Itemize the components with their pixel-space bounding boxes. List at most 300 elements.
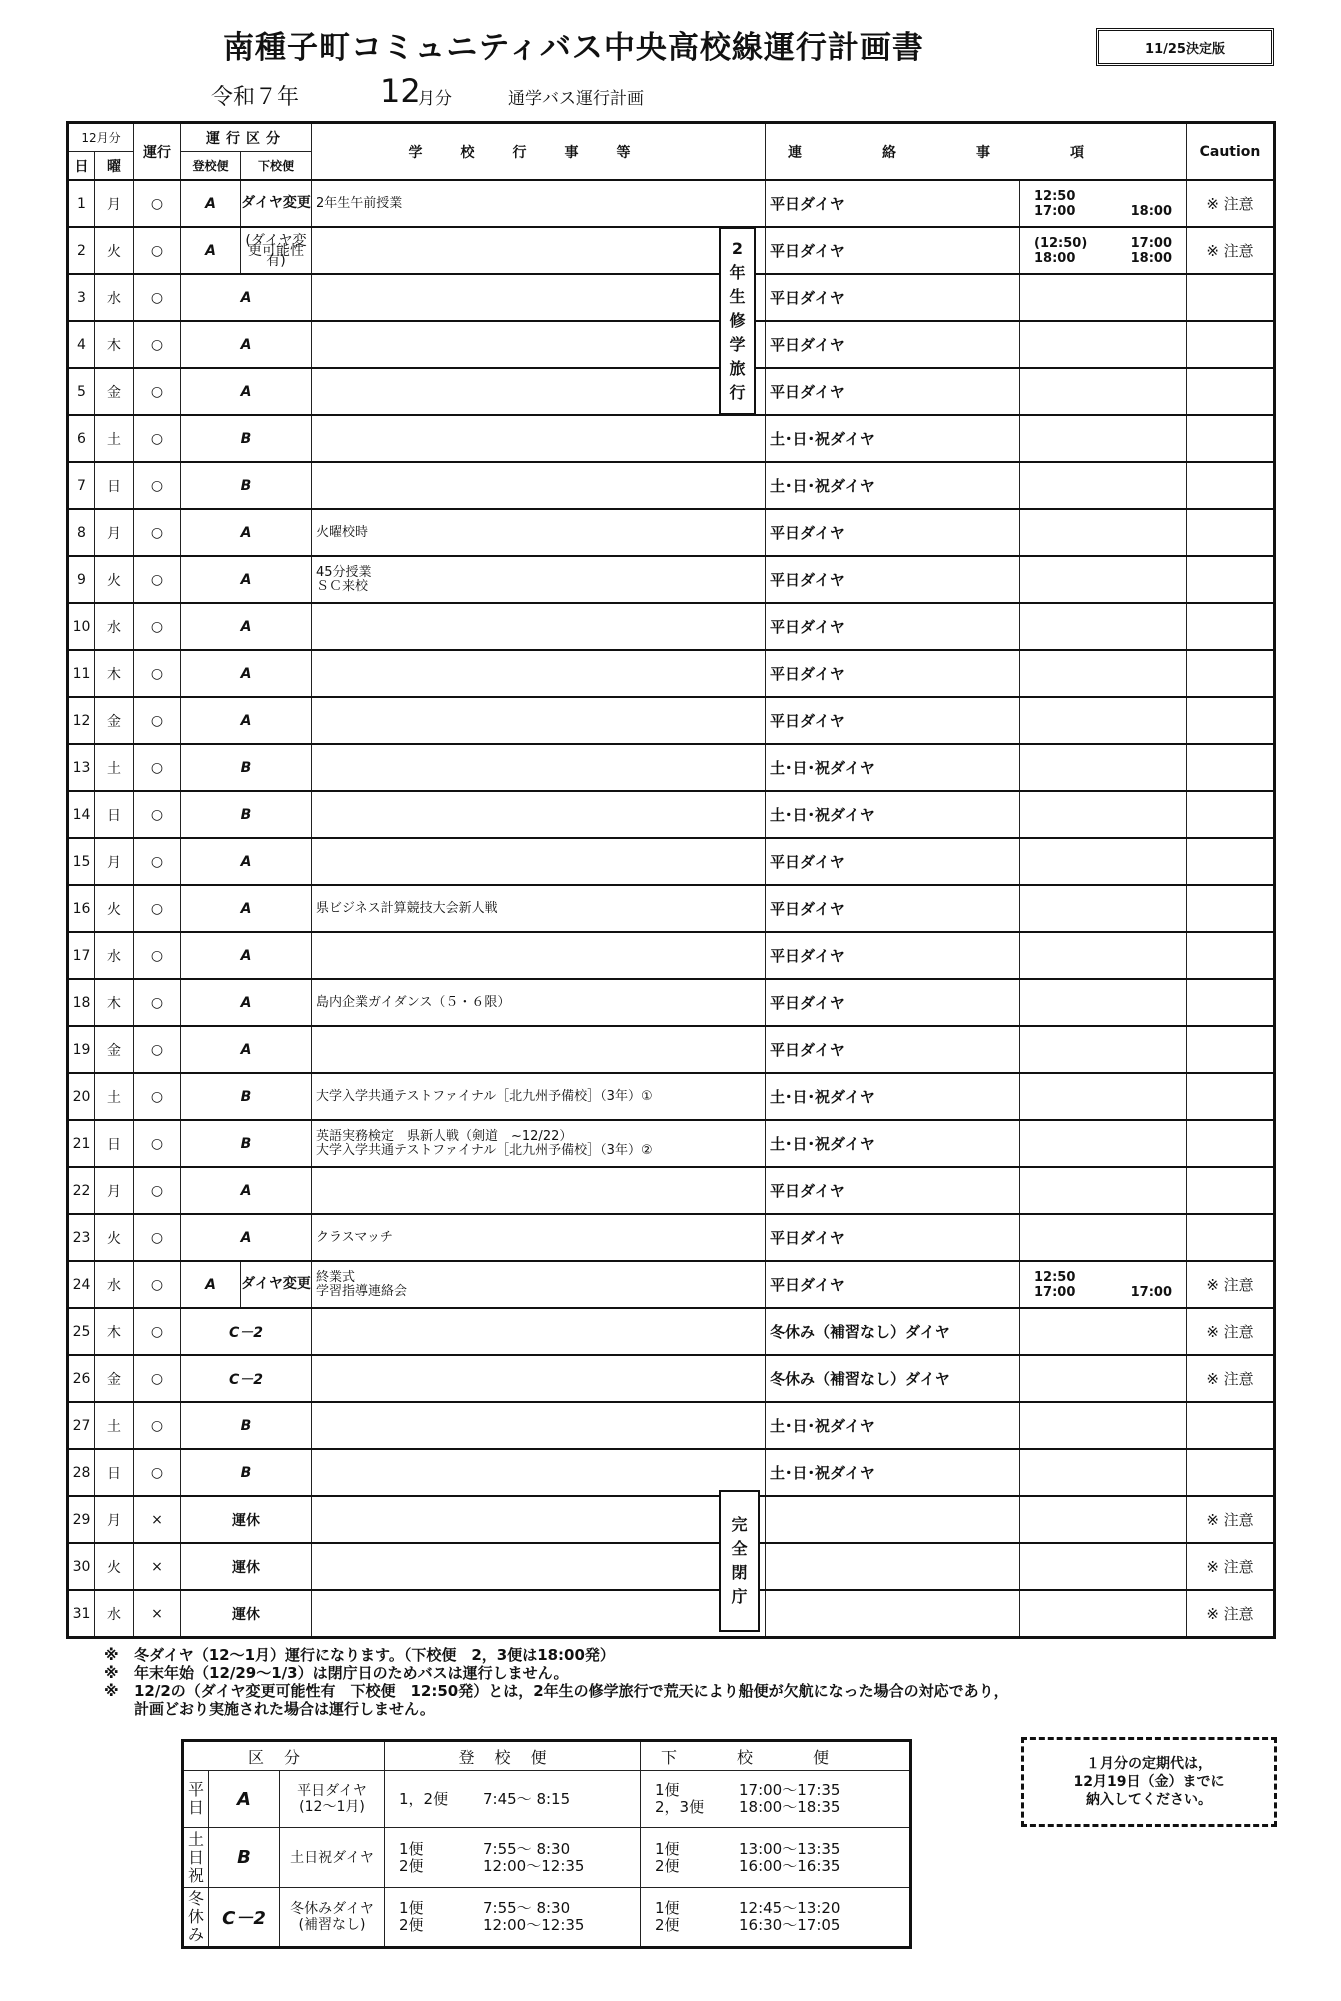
operation-category: A [181, 556, 312, 603]
caution-note [1187, 791, 1275, 838]
side-label-char: 行 [729, 383, 746, 402]
day-number: 14 [68, 791, 95, 838]
notice-times [1020, 462, 1187, 509]
legend-group [183, 1828, 209, 1888]
operation-category: A [181, 603, 312, 650]
day-number: 26 [68, 1355, 95, 1402]
caution-note [1187, 368, 1275, 415]
school-event-line: 島内企業ガイダンス（５・６限） [316, 994, 511, 1010]
legend-run: 2便 [399, 1856, 424, 1875]
time-line [1034, 1270, 1172, 1285]
legend-run: 1便 [655, 1839, 680, 1858]
document-title: 南種子町コミュニティバス中央高校線運行計画書 [223, 30, 924, 66]
day-number: 5 [68, 368, 95, 415]
notice-diagram: 土･日･祝ダイヤ [766, 1120, 1020, 1167]
operation-mark: ○ [134, 838, 181, 885]
weekday: 水 [95, 1590, 134, 1638]
school-event [312, 603, 766, 650]
caution-note [1187, 697, 1275, 744]
time-line [1034, 236, 1172, 251]
header-caution: Caution [1187, 123, 1275, 181]
caution-note [1187, 1026, 1275, 1073]
caution-note: ※ 注意 [1187, 1496, 1275, 1543]
caution-note [1187, 274, 1275, 321]
caution-note [1187, 932, 1275, 979]
operation-mark: ○ [134, 1073, 181, 1120]
operation-category: A [181, 1026, 312, 1073]
notice-times [1020, 1120, 1187, 1167]
legend-code: A [209, 1771, 280, 1828]
legend-group-char: 冬 [187, 1889, 204, 1908]
caution-note: ※ 注意 [1187, 1308, 1275, 1355]
school-event [312, 1261, 766, 1308]
operation-mark: ○ [134, 1026, 181, 1073]
legend-group-char: 祝 [187, 1865, 204, 1885]
table-row [68, 697, 1275, 744]
day-number: 20 [68, 1073, 95, 1120]
weekday: 土 [95, 1402, 134, 1449]
school-event [312, 556, 766, 603]
legend-diagram-title: 平日ダイヤ [297, 1783, 367, 1799]
table-row [68, 1073, 1275, 1120]
operation-category: A [181, 1167, 312, 1214]
legend-time: 7:45～ 8:15 [483, 1789, 571, 1808]
legend-run: 1便 [655, 1781, 680, 1799]
operation-mark: ○ [134, 932, 181, 979]
subtitle-month-number: 12 [380, 72, 421, 110]
legend-time-line [655, 1841, 909, 1858]
table-row [68, 1496, 1275, 1543]
notice-times [1020, 556, 1187, 603]
notice-diagram [766, 1543, 1020, 1590]
legend-diagram-name [280, 1888, 385, 1948]
weekday: 月 [95, 509, 134, 556]
time-value: 17:00 [1034, 1284, 1076, 1300]
operation-category: B [181, 791, 312, 838]
legend-group-char: 平 [187, 1780, 204, 1799]
time-value: 17:00 [1130, 1284, 1172, 1300]
weekday: 土 [95, 744, 134, 791]
from-school-category: ダイヤ変更 [241, 180, 312, 227]
operation-category: A [181, 932, 312, 979]
table-row [68, 462, 1275, 509]
table-row [68, 744, 1275, 791]
day-number: 11 [68, 650, 95, 697]
notice-diagram: 土･日･祝ダイヤ [766, 791, 1020, 838]
school-event [312, 744, 766, 791]
weekday: 木 [95, 979, 134, 1026]
side-label-char: 庁 [731, 1587, 748, 1606]
notice-diagram: 平日ダイヤ [766, 838, 1020, 885]
legend-time: 16:00～16:35 [739, 1856, 841, 1875]
notice-times [1020, 1261, 1187, 1308]
operation-category: B [181, 744, 312, 791]
notice-diagram: 平日ダイヤ [766, 1261, 1020, 1308]
operation-category: A [181, 274, 312, 321]
operation-category: B [181, 462, 312, 509]
legend-group-char: 土 [187, 1829, 204, 1849]
side-label-char: 完 [731, 1515, 748, 1534]
legend-time-line [399, 1841, 640, 1858]
table-row [68, 979, 1275, 1026]
notice-diagram: 平日ダイヤ [766, 556, 1020, 603]
operation-mark: ○ [134, 1308, 181, 1355]
day-number: 28 [68, 1449, 95, 1496]
notice-line: １月分の定期代は， [1086, 1756, 1212, 1772]
school-event [312, 321, 766, 368]
legend-time: 18:00～18:35 [739, 1798, 841, 1816]
notice-times [1020, 274, 1187, 321]
schedule-legend-table [181, 1739, 912, 1949]
legend-group [183, 1888, 209, 1948]
notice-diagram: 平日ダイヤ [766, 180, 1020, 227]
legend-run: 2，3便 [655, 1798, 705, 1816]
caution-note [1187, 415, 1275, 462]
school-event-line: 大学入学共通テストファイナル［北九州予備校］（3年）② [316, 1142, 653, 1158]
caution-note [1187, 603, 1275, 650]
legend-time-line [399, 1900, 640, 1917]
legend-row [183, 1828, 911, 1888]
side-label-char: 全 [731, 1539, 748, 1558]
operation-category: A [181, 885, 312, 932]
table-row [68, 227, 1275, 274]
legend-run: 2便 [655, 1916, 680, 1934]
operation-mark: × [134, 1543, 181, 1590]
side-label-char: 旅 [729, 359, 746, 378]
day-number: 23 [68, 1214, 95, 1261]
header-weekday: 曜 [95, 152, 134, 181]
notice-times [1020, 603, 1187, 650]
notice-diagram: 平日ダイヤ [766, 1167, 1020, 1214]
note-line [104, 1646, 1009, 1664]
day-number: 7 [68, 462, 95, 509]
school-event-line: 県ビジネス計算競技大会新人戦 [316, 900, 498, 916]
legend-diagram-title: 冬休みダイヤ [290, 1901, 374, 1917]
header-to-school: 登校便 [181, 152, 241, 181]
time-line [1034, 204, 1172, 219]
day-number: 24 [68, 1261, 95, 1308]
legend-group [183, 1771, 209, 1828]
time-value: 18:00 [1130, 203, 1172, 219]
to-school-category: A [181, 1261, 241, 1308]
table-row [68, 603, 1275, 650]
side-label-char: 2 [731, 239, 744, 258]
caution-note: ※ 注意 [1187, 180, 1275, 227]
header-month: 12月分 [68, 123, 134, 152]
legend-group-char: 日 [187, 1798, 204, 1817]
day-number: 30 [68, 1543, 95, 1590]
operation-mark: ○ [134, 509, 181, 556]
legend-row [183, 1888, 911, 1948]
note-line [104, 1700, 1009, 1718]
header-from-school: 下校便 [241, 152, 312, 181]
school-event [312, 1496, 766, 1543]
day-number: 13 [68, 744, 95, 791]
school-event [312, 415, 766, 462]
day-number: 16 [68, 885, 95, 932]
weekday: 火 [95, 227, 134, 274]
operation-category: B [181, 1073, 312, 1120]
operation-category: A [181, 1214, 312, 1261]
operation-mark: ○ [134, 1261, 181, 1308]
operation-mark: ○ [134, 603, 181, 650]
side-label-char: 修 [729, 311, 746, 330]
legend-header-from-school: 下校便 [641, 1741, 911, 1771]
notice-times [1020, 1026, 1187, 1073]
legend-group-char: み [187, 1925, 204, 1944]
school-event [312, 650, 766, 697]
notice-times [1020, 368, 1187, 415]
legend-run: 2便 [399, 1916, 424, 1934]
caution-note: ※ 注意 [1187, 1543, 1275, 1590]
day-number: 1 [68, 180, 95, 227]
operation-category: A [181, 368, 312, 415]
legend-to-school-times [385, 1828, 641, 1888]
note-line [104, 1664, 1009, 1682]
header-notices: 連絡事項 [766, 123, 1187, 181]
side-label-char: 年 [729, 263, 746, 282]
school-event-line: 終業式 [316, 1269, 356, 1285]
operation-category: B [181, 1402, 312, 1449]
notice-diagram: 平日ダイヤ [766, 697, 1020, 744]
legend-diagram-name [280, 1771, 385, 1828]
caution-note [1187, 509, 1275, 556]
legend-time-line [655, 1858, 909, 1875]
side-label-office-closed [719, 1490, 760, 1632]
legend-from-school-times [641, 1888, 911, 1948]
table-row [68, 1402, 1275, 1449]
notice-times [1020, 744, 1187, 791]
legend-diagram-sub: (12～1月) [299, 1799, 365, 1815]
legend-time: 13:00～13:35 [739, 1839, 841, 1858]
notice-diagram: 冬休み（補習なし）ダイヤ [766, 1355, 1020, 1402]
caution-note [1187, 885, 1275, 932]
operation-mark: ○ [134, 415, 181, 462]
legend-diagram-title: 土日祝ダイヤ [290, 1849, 374, 1866]
school-event [312, 1402, 766, 1449]
notice-diagram: 平日ダイヤ [766, 979, 1020, 1026]
operation-mark: ○ [134, 180, 181, 227]
day-number: 31 [68, 1590, 95, 1638]
school-event [312, 1167, 766, 1214]
notice-times [1020, 1214, 1187, 1261]
operation-category: A [181, 979, 312, 1026]
legend-group-char: 日 [187, 1847, 204, 1867]
note-text: 12/2の（ダイヤ変更可能性有 下校便 12:50発）とは，2年生の修学旅行で荒天により船便が欠航になった場合の対応であり， [134, 1682, 1009, 1700]
school-event [312, 1355, 766, 1402]
school-event [312, 697, 766, 744]
table-row [68, 1214, 1275, 1261]
weekday: 土 [95, 1073, 134, 1120]
day-number: 9 [68, 556, 95, 603]
weekday: 水 [95, 1261, 134, 1308]
version-badge: 11/25決定版 [1096, 28, 1274, 66]
notice-times [1020, 227, 1187, 274]
day-number: 29 [68, 1496, 95, 1543]
legend-run: 1便 [399, 1839, 424, 1858]
day-number: 12 [68, 697, 95, 744]
notice-times [1020, 1449, 1187, 1496]
notice-times [1020, 180, 1187, 227]
notice-diagram: 土･日･祝ダイヤ [766, 1449, 1020, 1496]
operation-mark: ○ [134, 650, 181, 697]
header-school-events: 学校行事等 [312, 123, 766, 181]
notice-times [1020, 1590, 1187, 1638]
note-mark: ※ [104, 1664, 119, 1682]
time-value: 12:50 [1034, 188, 1076, 204]
side-label-char: 閉 [731, 1563, 748, 1582]
day-number: 27 [68, 1402, 95, 1449]
caution-note [1187, 650, 1275, 697]
caution-note [1187, 1402, 1275, 1449]
legend-code: B [209, 1828, 280, 1888]
notice-diagram: 平日ダイヤ [766, 321, 1020, 368]
table-row [68, 885, 1275, 932]
legend-time: 12:45～13:20 [739, 1899, 841, 1917]
notice-times [1020, 1496, 1187, 1543]
school-event-line: 学習指導連絡会 [316, 1283, 408, 1299]
legend-code: C－2 [209, 1888, 280, 1948]
operation-category: A [181, 697, 312, 744]
legend-from-school-times [641, 1771, 911, 1828]
school-event [312, 1590, 766, 1638]
notice-diagram: 土･日･祝ダイヤ [766, 1402, 1020, 1449]
day-number: 8 [68, 509, 95, 556]
notice-times [1020, 1543, 1187, 1590]
legend-header-category: 区分 [183, 1741, 385, 1771]
notice-diagram: 平日ダイヤ [766, 227, 1020, 274]
notice-diagram: 平日ダイヤ [766, 603, 1020, 650]
table-row [68, 1355, 1275, 1402]
notice-diagram: 平日ダイヤ [766, 509, 1020, 556]
notice-times [1020, 932, 1187, 979]
day-number: 2 [68, 227, 95, 274]
side-label-school-trip [719, 227, 756, 415]
legend-diagram-sub: (補習なし) [298, 1917, 366, 1933]
legend-time: 7:55～ 8:30 [483, 1839, 571, 1858]
notice-times [1020, 650, 1187, 697]
school-event-line: 火曜校時 [316, 524, 369, 540]
school-event [312, 1214, 766, 1261]
notice-times [1020, 838, 1187, 885]
notice-diagram: 平日ダイヤ [766, 368, 1020, 415]
caution-note: ※ 注意 [1187, 1261, 1275, 1308]
weekday: 日 [95, 791, 134, 838]
legend-time: 12:00～12:35 [483, 1916, 585, 1934]
day-number: 21 [68, 1120, 95, 1167]
operation-mark: ○ [134, 227, 181, 274]
notice-times [1020, 1402, 1187, 1449]
legend-to-school-times [385, 1888, 641, 1948]
operation-mark: ○ [134, 556, 181, 603]
school-event [312, 368, 766, 415]
school-event [312, 791, 766, 838]
subtitle-year: 令和７年 [211, 85, 300, 110]
legend-diagram-name [280, 1828, 385, 1888]
legend-time: 7:55～ 8:30 [483, 1899, 571, 1917]
notice-times [1020, 1167, 1187, 1214]
caution-note [1187, 838, 1275, 885]
operation-mark: ○ [134, 979, 181, 1026]
operation-category: B [181, 415, 312, 462]
legend-run: 1便 [399, 1899, 424, 1917]
side-label-char: 生 [729, 287, 746, 306]
operation-category: A [181, 509, 312, 556]
day-number: 15 [68, 838, 95, 885]
operation-mark: ○ [134, 1167, 181, 1214]
notice-diagram: 平日ダイヤ [766, 650, 1020, 697]
weekday: 月 [95, 1496, 134, 1543]
table-row [68, 1449, 1275, 1496]
school-event [312, 1120, 766, 1167]
operation-category: A [181, 321, 312, 368]
legend-run: 1便 [655, 1899, 680, 1917]
notice-times [1020, 321, 1187, 368]
school-event-line: 大学入学共通テストファイナル［北九州予備校］（3年）① [316, 1088, 653, 1104]
operation-category: A [181, 650, 312, 697]
operation-category: B [181, 1120, 312, 1167]
from-school-category: ダイヤ変更 [241, 1261, 312, 1308]
notice-diagram: 平日ダイヤ [766, 885, 1020, 932]
school-event-line: クラスマッチ [316, 1229, 393, 1245]
table-row [68, 1120, 1275, 1167]
notice-diagram: 平日ダイヤ [766, 1026, 1020, 1073]
school-event [312, 274, 766, 321]
weekday: 日 [95, 462, 134, 509]
notice-diagram: 土･日･祝ダイヤ [766, 462, 1020, 509]
school-event-line: 2年生午前授業 [316, 195, 403, 211]
operation-mark: ○ [134, 368, 181, 415]
weekday: 水 [95, 603, 134, 650]
notice-times [1020, 1073, 1187, 1120]
time-value: 18:00 [1130, 250, 1172, 266]
notice-diagram: 土･日･祝ダイヤ [766, 415, 1020, 462]
operation-mark: ○ [134, 1355, 181, 1402]
to-school-category: A [181, 227, 241, 274]
to-school-category: A [181, 180, 241, 227]
caution-note [1187, 321, 1275, 368]
table-row [68, 556, 1275, 603]
notice-times [1020, 1355, 1187, 1402]
legend-from-school-times [641, 1828, 911, 1888]
day-number: 6 [68, 415, 95, 462]
day-number: 25 [68, 1308, 95, 1355]
note-line [104, 1682, 1009, 1700]
caution-note: ※ 注意 [1187, 227, 1275, 274]
caution-note: ※ 注意 [1187, 1355, 1275, 1402]
school-event [312, 509, 766, 556]
school-event [312, 1308, 766, 1355]
time-value: 12:50 [1034, 1269, 1076, 1285]
day-number: 10 [68, 603, 95, 650]
day-number: 22 [68, 1167, 95, 1214]
legend-header-to-school: 登校便 [385, 1741, 641, 1771]
caution-note [1187, 1167, 1275, 1214]
weekday: 金 [95, 1026, 134, 1073]
legend-time-line [399, 1858, 640, 1875]
weekday: 金 [95, 368, 134, 415]
table-row [68, 932, 1275, 979]
weekday: 月 [95, 180, 134, 227]
caution-note [1187, 744, 1275, 791]
day-number: 17 [68, 932, 95, 979]
weekday: 日 [95, 1449, 134, 1496]
legend-time-line [655, 1799, 909, 1816]
operation-category: B [181, 1449, 312, 1496]
operation-mark: × [134, 1590, 181, 1638]
notice-diagram [766, 1496, 1020, 1543]
table-row [68, 791, 1275, 838]
